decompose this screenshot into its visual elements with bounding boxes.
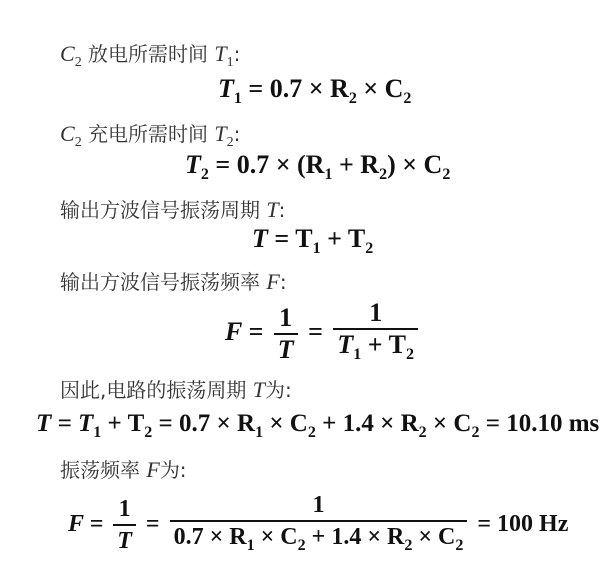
colon: : [279, 270, 287, 294]
fraction-1-over-sum: $\frac{1}{T_1 + T_2}$ [333, 298, 418, 370]
var-f: F [146, 457, 160, 482]
fraction-1-over-t: $\frac{1}{T}$ [274, 303, 298, 365]
heading-frequency [60, 266, 287, 295]
sub: 2 [74, 135, 82, 150]
colon: : [278, 198, 286, 222]
var-f: F [266, 269, 280, 294]
heading-charge-time [60, 118, 240, 151]
heading-text: 放电所需时间 [88, 42, 209, 66]
heading-tail: 为: [264, 378, 292, 402]
heading-frequency-value [60, 454, 187, 483]
var-c: C [60, 41, 75, 66]
equation-t1: $T_1 = 0.7 \times R_2 \times C_2$ [218, 74, 412, 108]
var-t: T [266, 197, 279, 222]
equation-period: $T = T_1 + T_2$ [252, 224, 374, 258]
equation-frequency: F = $\frac{1}{T}$ = $\frac{1}{T_1 + T_2}$ [225, 298, 422, 370]
heading-text: 输出方波信号振荡周期 [60, 198, 260, 222]
var-t: T [214, 121, 227, 146]
heading-text: 因此,电路的振荡周期 [60, 378, 247, 402]
fraction-1-over-t: $\frac{1}{T}$ [113, 494, 136, 556]
heading-text: 输出方波信号振荡频率 [60, 270, 260, 294]
heading-text: 振荡频率 [60, 458, 140, 482]
sub: 2 [74, 55, 82, 70]
var-t: T [214, 41, 227, 66]
equation-frequency-value: F = $\frac{1}{T}$ = $\frac{1}{0.7 \times R_1 \times C_2 + 1.4 \times R_2 \times C_2}$ = 100 Hz [68, 490, 568, 561]
equation-t2: $T_2 = 0.7 \times (R_1 + R_2) \times C_2$ [185, 150, 451, 184]
fraction-frequency: $\frac{1}{0.7 \times R_1 \times C_2 + 1.4 \times R_2 \times C_2}$ [170, 490, 468, 561]
var-t: T [252, 377, 265, 402]
colon: : [233, 122, 241, 146]
var-c: C [60, 121, 75, 146]
heading-discharge-time [60, 38, 240, 71]
equation-period-value: $T = T_1 + T_2 = 0.7 \times R_1 \times C_2 + 1.4 \times R_2 \times C_2 = 10.10$ ms [36, 410, 600, 441]
colon: : [233, 42, 241, 66]
heading-text: 充电所需时间 [88, 122, 209, 146]
heading-tail: 为: [159, 458, 187, 482]
sub: 2 [226, 135, 234, 150]
sub: 1 [226, 55, 234, 70]
heading-period [60, 194, 285, 223]
heading-therefore-period [60, 374, 292, 403]
